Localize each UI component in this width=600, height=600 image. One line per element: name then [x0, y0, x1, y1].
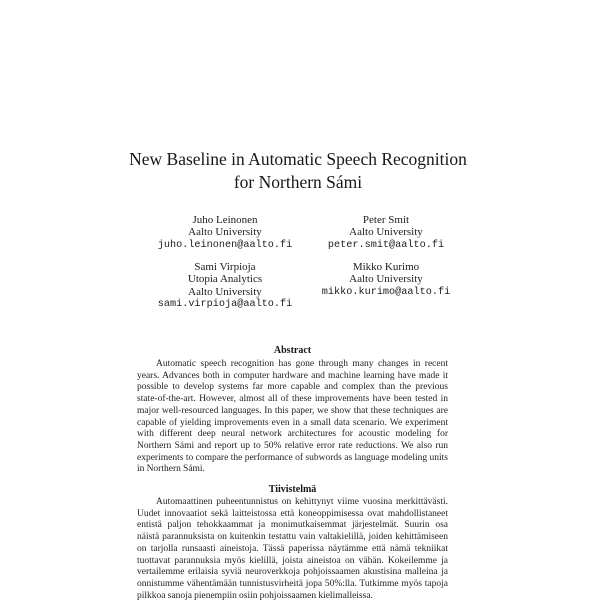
tiivistelma-heading: Tiivistelmä	[268, 484, 317, 495]
author-affiliation: Utopia Analytics	[187, 273, 263, 286]
author-block-mikko-kurimo	[281, 261, 491, 299]
author-name: Peter Smit	[362, 214, 410, 226]
author-affiliation: Aalto University	[188, 285, 262, 298]
author-name: Juho Leinonen	[192, 214, 258, 226]
author-affiliation: Aalto University	[349, 226, 423, 239]
paper-title: New Baseline in Automatic Speech Recognition for Northern Sámi	[129, 149, 467, 192]
tiivistelma-text: Automaattinen puheentunnistus on kehittynyt viime vuosina merkittävästi. Uudet innovaatiot sekä laitteistossa että koneoppimisessa ovat mahdollistaneet entistä paljon tehokkaammat ja monimutkaisemmat järjestelmät. Suurin osa näistä parannuksista on kuitenkin testattu vain valtakielillä, joiden kehittämiseen on tarjolla runsaasti aineistoja. Tässä paperissa näytämme että nämä tekniikat tuottavat parannuksia myös kielillä, joista aineistoa on vähän. Kokeilemme ja vertailemme erilaisia syviä neuroverkkoja pohjoissaamen akustisina malleina ja onnistumme vähentämään tunnistusvirheitä jopa 50%:lla. Tutkimme myös tapoja pilkkoa sanoja pienempiin osiin pohjoissaamen kielimalleissa.	[137, 497, 448, 600]
abstract-text: Automatic speech recognition has gone through many changes in recent years. Advances both in computer hardware and machine learning have made it possible to develop systems far more capable and complex than the previous state-of-the-art. However, almost all of these improvements have been tested in major well-resourced languages. In this paper, we show that these techniques are capable of yielding improvements even in a small data scenario. We experiment with different deep neural network architectures for acoustic modeling for Northern Sámi and report up to 50% relative error rate reductions. We also run experiments to compare the performance of subwords as language modeling units in Northern Sámi.	[137, 359, 448, 475]
author-affiliation: Aalto University	[349, 273, 423, 286]
author-name: Sami Virpioja	[194, 261, 256, 273]
author-name: Mikko Kurimo	[352, 261, 420, 273]
author-email: juho.leinonen@aalto.fi	[157, 239, 293, 251]
author-email: peter.smit@aalto.fi	[327, 239, 445, 251]
author-block-peter-smit	[281, 214, 491, 252]
author-email: sami.virpioja@aalto.fi	[157, 299, 293, 311]
author-affiliation: Aalto University	[188, 226, 262, 239]
author-email: mikko.kurimo@aalto.fi	[321, 286, 451, 298]
abstract-heading: Abstract	[273, 345, 312, 356]
